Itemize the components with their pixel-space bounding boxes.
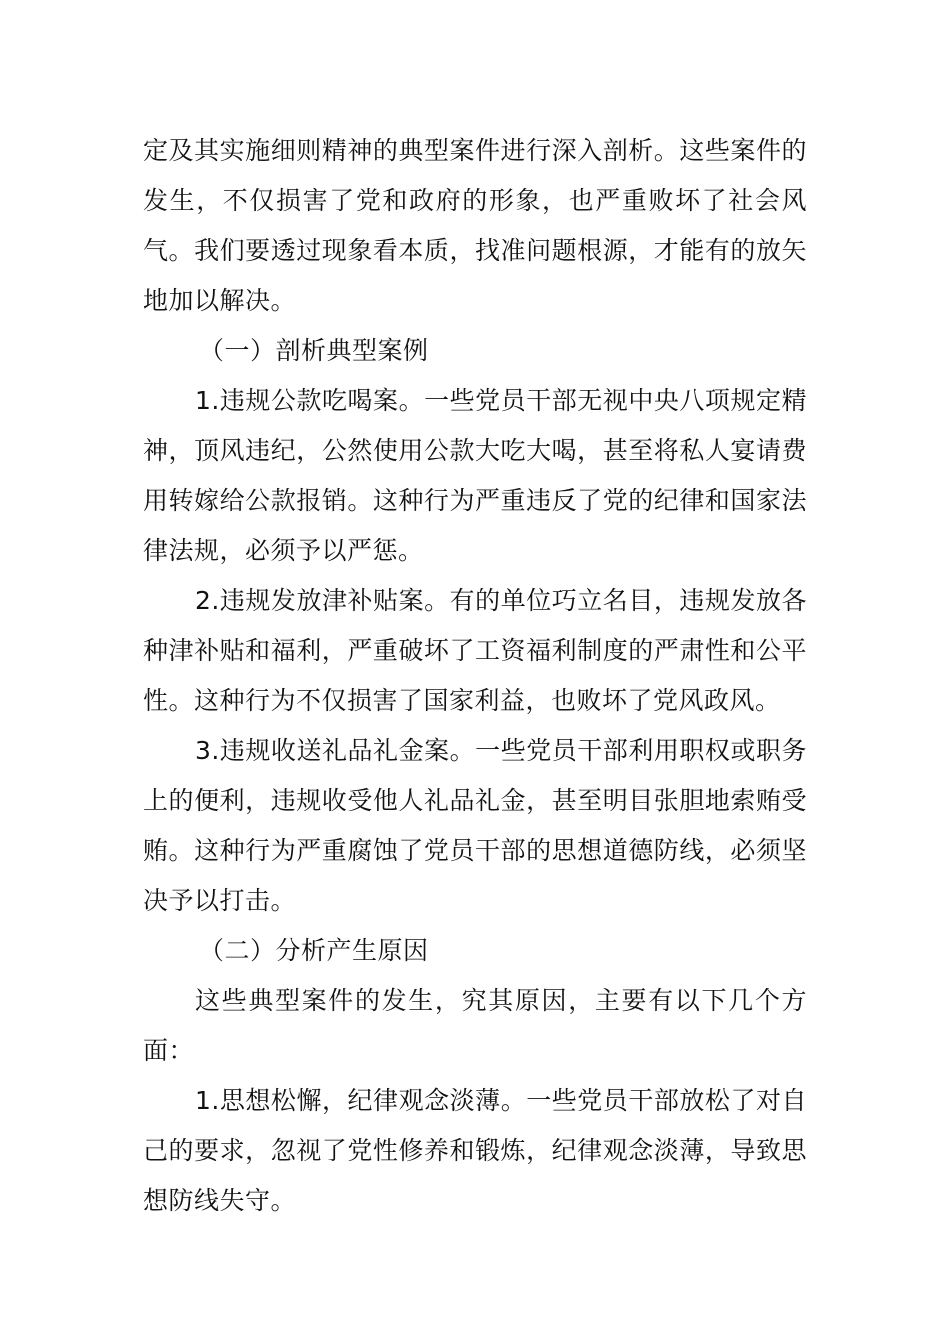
paragraph-case-3: 3.违规收送礼品礼金案。一些党员干部利用职权或职务上的便利，违规收受他人礼品礼金，甚至明目张胆地索贿受贿。这种行为严重腐蚀了党员干部的思想道德防线，必须坚决予以打击。 bbox=[143, 736, 807, 915]
paragraph-cause-1: 1.思想松懈，纪律观念淡薄。一些党员干部放松了对自己的要求，忽视了党性修养和锻炼，纪律观念淡薄，导致思想防线失守。 bbox=[143, 1086, 807, 1215]
section-heading-2: （二）分析产生原因 bbox=[199, 936, 429, 965]
paragraph-case-2: 2.违规发放津补贴案。有的单位巧立名目，违规发放各种津补贴和福利，严重破坏了工资福利制度的严肃性和公平性。这种行为不仅损害了国家利益，也败坏了党风政风。 bbox=[143, 586, 807, 715]
paragraph-intro-causes: 这些典型案件的发生，究其原因，主要有以下几个方面： bbox=[143, 986, 807, 1065]
document-body bbox=[143, 126, 807, 1226]
paragraph-continuation: 定及其实施细则精神的典型案件进行深入剖析。这些案件的发生，不仅损害了党和政府的形象，也严重败坏了社会风气。我们要透过现象看本质，找准问题根源，才能有的放矢地加以解决。 bbox=[143, 136, 807, 315]
paragraph-case-1: 1.违规公款吃喝案。一些党员干部无视中央八项规定精神，顶风违纪，公然使用公款大吃大喝，甚至将私人宴请费用转嫁给公款报销。这种行为严重违反了党的纪律和国家法律法规，必须予以严惩。 bbox=[143, 386, 807, 565]
section-heading-1: （一）剖析典型案例 bbox=[199, 336, 429, 365]
